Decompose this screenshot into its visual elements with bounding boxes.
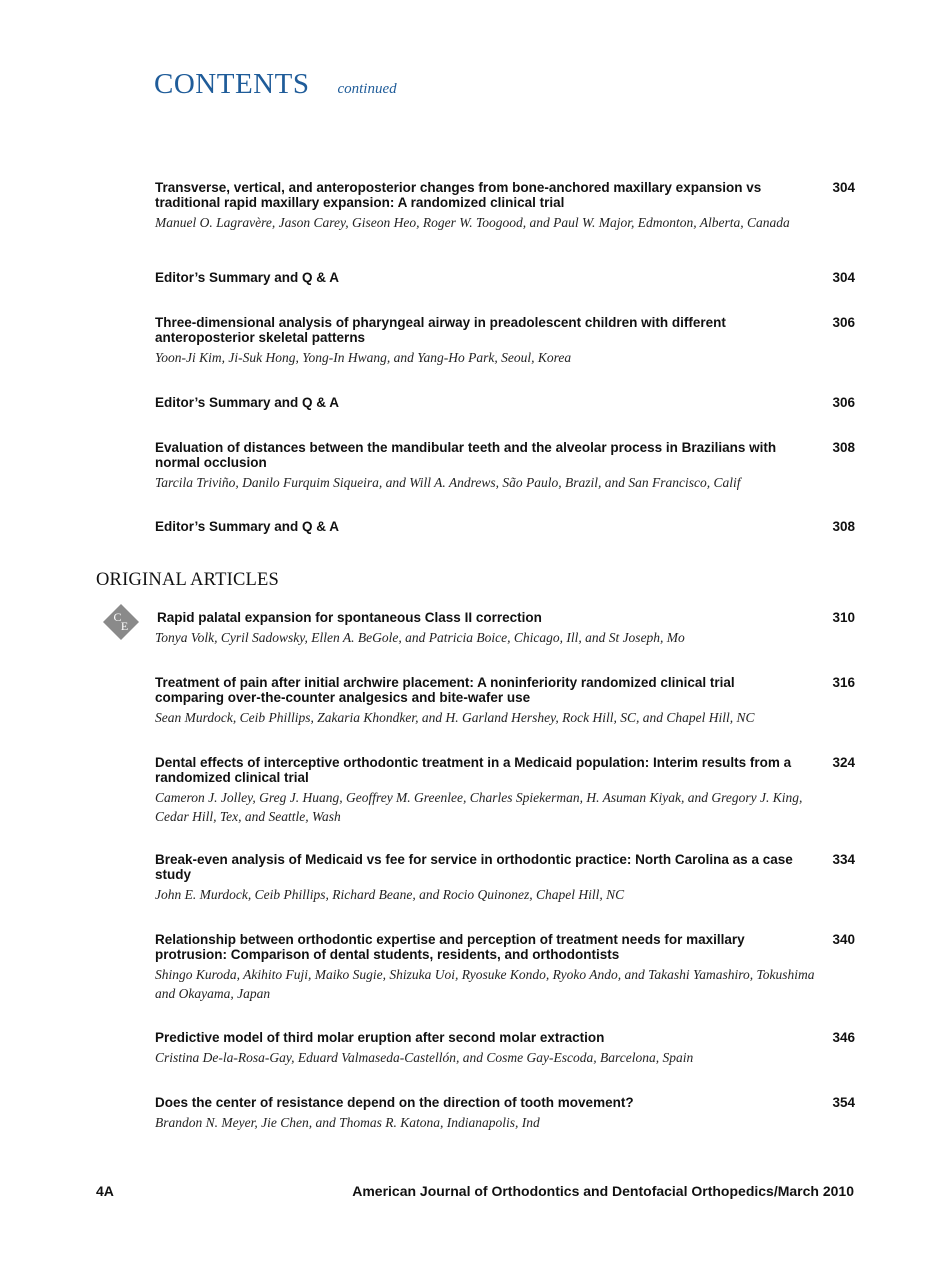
toc-entry xyxy=(155,395,855,410)
toc-entry xyxy=(155,755,855,826)
ce-credit-icon xyxy=(103,604,139,640)
page-number: 310 xyxy=(832,610,855,625)
article-title[interactable]: Rapid palatal expansion for spontaneous Class II correction xyxy=(157,610,542,625)
continued-label: continued xyxy=(337,81,397,97)
toc-entry xyxy=(155,675,855,727)
article-authors: Cameron J. Jolley, Greg J. Huang, Geoffrey M. Greenlee, Charles Spiekerman, H. Asuman Kiyak, and Gregory J. King, Cedar Hill, Tex, and Seattle, Wash xyxy=(155,790,803,824)
page-number: 324 xyxy=(832,755,855,770)
article-authors: Manuel O. Lagravère, Jason Carey, Giseon Heo, Roger W. Toogood, and Paul W. Major, Edmonton, Alberta, Canada xyxy=(155,215,790,230)
article-title[interactable]: Dental effects of interceptive orthodontic treatment in a Medicaid population: Interim results from a randomized clinical trial xyxy=(155,755,792,785)
footer-journal-name: American Journal of Orthodontics and Dentofacial Orthopedics/March 2010 xyxy=(352,1183,854,1199)
toc-entry xyxy=(155,1095,855,1132)
article-title[interactable]: Transverse, vertical, and anteroposterior changes from bone-anchored maxillary expansion vs traditional rapid maxillary expansion: A randomized clinical trial xyxy=(155,180,762,210)
toc-entry xyxy=(155,932,855,1003)
svg-text:C: C xyxy=(113,610,122,624)
toc-entry xyxy=(155,180,855,232)
page-number: 306 xyxy=(832,315,855,330)
page-title: CONTENTS xyxy=(154,68,310,100)
article-title[interactable]: Three-dimensional analysis of pharyngeal airway in preadolescent children with different anteroposterior skeletal patterns xyxy=(155,315,726,345)
article-authors: John E. Murdock, Ceib Phillips, Richard Beane, and Rocio Quinonez, Chapel Hill, NC xyxy=(155,887,625,902)
svg-text:E: E xyxy=(120,619,129,633)
toc-entry xyxy=(155,610,855,647)
article-authors: Tonya Volk, Cyril Sadowsky, Ellen A. BeGole, and Patricia Boice, Chicago, Ill, and St Joseph, Mo xyxy=(155,630,685,645)
article-authors: Sean Murdock, Ceib Phillips, Zakaria Khondker, and H. Garland Hershey, Rock Hill, SC, and Chapel Hill, NC xyxy=(155,710,755,725)
page-number: 334 xyxy=(832,852,855,867)
page-number: 354 xyxy=(832,1095,855,1110)
page-number: 340 xyxy=(832,932,855,947)
toc-entry xyxy=(155,270,855,285)
toc-entry xyxy=(155,1030,855,1067)
toc-entry xyxy=(155,519,855,534)
article-title[interactable]: Editor’s Summary and Q & A xyxy=(155,519,340,534)
page-number: 308 xyxy=(832,519,855,534)
page-number: 304 xyxy=(832,270,855,285)
page-number: 346 xyxy=(832,1030,855,1045)
toc-entry xyxy=(155,440,855,492)
article-title[interactable]: Treatment of pain after initial archwire placement: A noninferiority randomized clinical trial comparing over-the-counter analgesics and bite-wafer use xyxy=(155,675,735,705)
article-authors: Brandon N. Meyer, Jie Chen, and Thomas R. Katona, Indianapolis, Ind xyxy=(155,1115,540,1130)
article-authors: Cristina De-la-Rosa-Gay, Eduard Valmaseda-Castellón, and Cosme Gay-Escoda, Barcelona, Spain xyxy=(155,1050,694,1065)
section-title: ORIGINAL ARTICLES xyxy=(96,570,279,590)
article-authors: Shingo Kuroda, Akihito Fuji, Maiko Sugie, Shizuka Uoi, Ryosuke Kondo, Ryoko Ando, and Takashi Yamashiro, Tokushima and Okayama, Japan xyxy=(155,967,815,1001)
article-title[interactable]: Relationship between orthodontic expertise and perception of treatment needs for maxillary protrusion: Comparison of dental students, residents, and orthodontists xyxy=(155,932,745,962)
page-number: 316 xyxy=(832,675,855,690)
article-authors: Yoon-Ji Kim, Ji-Suk Hong, Yong-In Hwang, and Yang-Ho Park, Seoul, Korea xyxy=(155,350,572,365)
page-number: 304 xyxy=(832,180,855,195)
article-authors: Tarcila Triviño, Danilo Furquim Siqueira, and Will A. Andrews, São Paulo, Brazil, and San Francisco, Calif xyxy=(155,475,741,490)
article-title[interactable]: Predictive model of third molar eruption after second molar extraction xyxy=(155,1030,605,1045)
toc-entry xyxy=(155,852,855,904)
article-title[interactable]: Break-even analysis of Medicaid vs fee for service in orthodontic practice: North Carolina as a case study xyxy=(155,852,793,882)
footer-page-number: 4A xyxy=(96,1183,114,1199)
article-title[interactable]: Editor’s Summary and Q & A xyxy=(155,395,340,410)
article-title[interactable]: Editor’s Summary and Q & A xyxy=(155,270,340,285)
page-number: 306 xyxy=(832,395,855,410)
toc-entry xyxy=(155,315,855,367)
article-title[interactable]: Evaluation of distances between the mandibular teeth and the alveolar process in Brazilians with normal occlusion xyxy=(155,440,777,470)
article-title[interactable]: Does the center of resistance depend on the direction of tooth movement? xyxy=(155,1095,634,1110)
page-number: 308 xyxy=(832,440,855,455)
contents-header xyxy=(154,68,397,101)
